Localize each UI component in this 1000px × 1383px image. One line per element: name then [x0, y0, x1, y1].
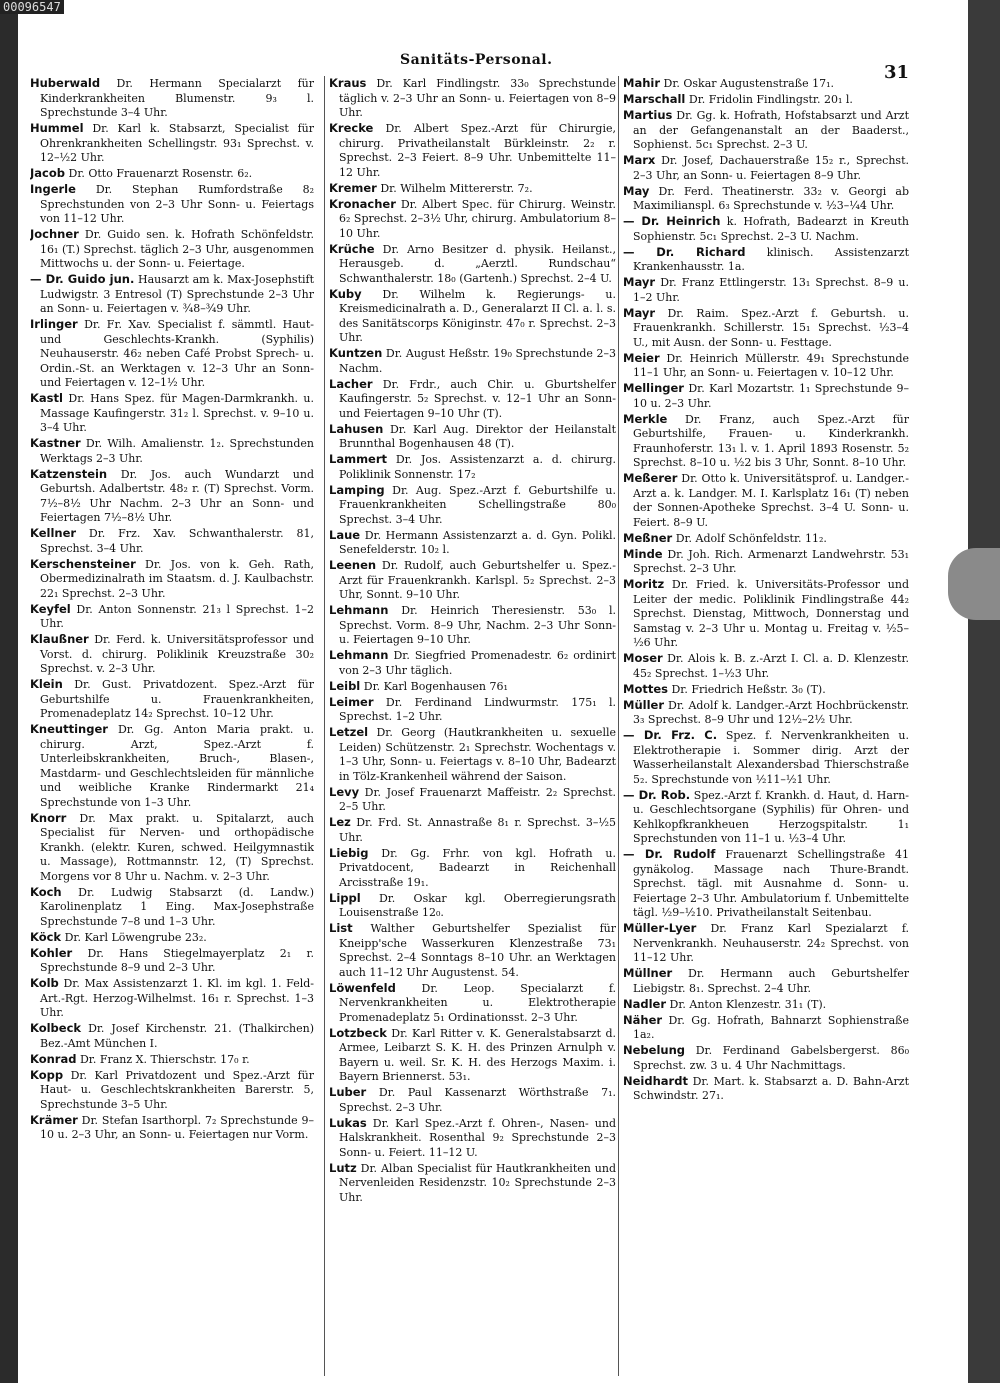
entry-text: Dr. Alois k. B. z.-Arzt I. Cl. a. D. Klenzestr. 45₂ Sprechst. 1–½3 Uhr. [633, 652, 909, 680]
entry-text: Dr. Paul Kassenarzt Wörthstraße 7₁. Sprechst. 2–3 Uhr. [339, 1086, 616, 1114]
directory-entry [30, 1068, 314, 1113]
entry-text: Dr. Jos. Assistenzarzt a. d. chirurg. Poliklinik Sonnenstr. 17₂ [339, 453, 616, 481]
directory-entry [329, 422, 616, 452]
directory-entry [30, 121, 314, 166]
directory-entry [329, 1085, 616, 1115]
entry-name: Marx [623, 153, 656, 167]
directory-entry [623, 306, 909, 351]
entry-text: Dr. Georg (Hautkrankheiten u. sexuelle Leiden) Schützenstr. 2₁ Sprechstr. Wochentags v. 1–3 Uhr, Sonn- u. Feiertags v. 8–10 Uhr, Badearzt in Tölz-Krankenheil während der Saison. [339, 726, 616, 783]
entry-text: Dr. Gust. Privatdozent. Spez.-Arzt für Geburtshilfe u. Frauenkrankheiten, Promenadeplatz 14₂ Sprechst. 10–12 Uhr. [40, 678, 314, 720]
entry-text: Dr. Gg. k. Hofrath, Hofstabsarzt und Arzt an der Gefangenanstalt an der Baaderst., Sophienst. 5c₁ Sprechst. 2–3 U. [633, 109, 909, 151]
entry-text: Dr. Heinrich Theresienstr. 53₀ l. Sprechst. Vorm. 8–9 Uhr, Nachm. 2–3 Uhr Sonn- u. Feiertagen 9–10 Uhr. [339, 604, 616, 646]
directory-entry [623, 275, 909, 305]
entry-text: Dr. Siegfried Promenadestr. 6₂ ordinirt von 2–3 Uhr täglich. [339, 649, 616, 677]
directory-entry [623, 76, 909, 92]
directory-entry [329, 1116, 616, 1161]
entry-text: Dr. Frz. Xav. Schwanthalerstr. 81, Sprechst. 3–4 Uhr. [40, 527, 314, 555]
directory-entry [329, 242, 616, 287]
directory-entry [623, 214, 909, 244]
entry-text: Dr. Hermann auch Geburtshelfer Liebigstr. 8₁. Sprechst. 2–4 Uhr. [633, 967, 909, 995]
directory-entry [623, 92, 909, 108]
entry-name: Leimer [329, 694, 374, 709]
directory-entry [329, 346, 616, 376]
entry-text: Walther Geburtshelfer Spezialist für Kneipp'sche Wasserkuren Klenzestraße 73₁ Sprechst. 2–4 Sonntags 8–10 Uhr. an Werktagen auch 11–12 Uhr Augustenst. 54. [339, 922, 616, 979]
entry-name: — Dr. Richard [623, 244, 746, 259]
directory-entry [623, 651, 909, 681]
entry-text: Dr. Hans Spez. für Magen-Darmkrankh. u. Massage Kaufingerstr. 31₂ l. Sprechst. v. 9–10 u. 3–4 Uhr. [40, 392, 314, 434]
entry-text: Dr. Leop. Specialarzt f. Nervenkrankheiten u. Elektrotherapie Promenadeplatz 5₁ Ordinationsst. 2–3 Uhr. [339, 981, 616, 1024]
entry-name: Lippl [329, 890, 361, 905]
entry-name: Kohler [30, 945, 73, 960]
entry-name: — Dr. Frz. C. [623, 728, 718, 742]
entry-name: Krämer [30, 1112, 78, 1127]
entry-name: — Dr. Rob. [623, 787, 691, 802]
entry-name: Kneuttinger [30, 722, 108, 736]
entry-text: Dr. Franz Ettlingerstr. 13₁ Sprechst. 8–9 u. 1–2 Uhr. [633, 276, 909, 304]
entry-text: Dr. Wilh. Amalienstr. 1₂. Sprechstunden Werktags 2–3 Uhr. [40, 437, 314, 465]
entry-name: Lacher [329, 376, 373, 391]
directory-entry [329, 1026, 616, 1085]
entry-name: Kuby [329, 286, 362, 301]
directory-entry [30, 526, 314, 556]
entry-name: Müller [623, 697, 664, 712]
entry-text: Dr. Ludwig Stabsarzt (d. Landw.) Karolinenplatz 1 Eing. Max-Josephstraße Sprechstunde 7–8 und 1–3 Uhr. [40, 885, 314, 928]
entry-name: Löwenfeld [329, 980, 396, 995]
entry-text: Dr. Gg. Hofrath, Bahnarzt Sophienstraße 1a₂. [633, 1013, 909, 1041]
entry-text: Dr. Anton Klenzestr. 31₁ (T). [669, 997, 827, 1011]
entry-text: Dr. Fridolin Findlingstr. 20₁ l. [688, 93, 853, 106]
entry-text: Dr. Adolf k. Landger.-Arzt Hochbrückenstr. 3₃ Sprechst. 8–9 Uhr und 12½–2½ Uhr. [633, 698, 909, 726]
entry-name: Mahir [623, 76, 661, 90]
entry-text: Dr. Josef Frauenarzt Maffeistr. 2₂ Sprechst. 2–5 Uhr. [339, 785, 616, 813]
entry-text: Dr. Karl Privatdozent und Spez.-Arzt für Haut- u. Geschlechtskrankheiten Barerstr. 5, Sprechstunde 3–5 Uhr. [40, 1068, 314, 1111]
entry-name: Lammert [329, 452, 388, 466]
entry-name: Klein [30, 677, 63, 691]
directory-entry [30, 391, 314, 436]
entry-name: Koch [30, 884, 62, 899]
directory-entry [30, 467, 314, 526]
directory-entry [30, 436, 314, 466]
directory-entry [30, 1021, 314, 1051]
entry-name: Irlinger [30, 317, 78, 331]
entry-name: Lehmann [329, 603, 389, 617]
entry-text: Dr. Jos. auch Wundarzt und Geburtsh. Adalbertstr. 48₂ r. (T) Sprechst. Vorm. 7½–8½ Uhr Nachm. 2–3 Uhr an Sonn- und Feiertagen 7½–8½ Uhr. [40, 467, 314, 524]
entry-text: Dr. Max prakt. u. Spitalarzt, auch Specialist für Nerven- und orthopädische Krankh. (elektr. Kuren, schwed. Heilgymnastik u. Massage), Rottmannstr. 12, (T) Sprechst. Morgens vor 8 Uhr u. Nachm. v. 2–3 Uhr. [40, 811, 314, 883]
entry-text: Dr. Aug. Spez.-Arzt f. Geburtshilfe u. Frauenkrankheiten Schellingstraße 80₀ Sprechst. 3–4 Uhr. [339, 483, 616, 526]
entry-name: Kastner [30, 436, 81, 450]
entry-text: Dr. Wilhelm k. Regierungs- u. Kreismedicinalrath a. D., Generalarzt II Cl. a. l. s. des Sanitätscorps Königinstr. 47₀ r. Sprechst. 2–3 Uhr. [339, 287, 616, 344]
directory-entry [329, 921, 616, 980]
entry-text: Dr. Otto k. Universitätsprof. u. Landger.-Arzt a. k. Landger. M. I. Karlsplatz 16₁ (T) neben der Sonnen-Apotheke Sprechst. 3–4 U. Sonn- u. Feiert. 8–9 U. [633, 472, 909, 529]
directory-entry [30, 166, 314, 182]
entry-name: Minde [623, 546, 663, 561]
scan-id: 00096547 [0, 0, 64, 14]
entry-name: Kellner [30, 526, 77, 540]
directory-entry [623, 471, 909, 530]
scan-left-edge [0, 0, 18, 1383]
directory-entry [623, 1043, 909, 1073]
directory-entry [30, 227, 314, 272]
entry-text: Spez.-Arzt f. Krankh. d. Haut, d. Harn- u. Geschlechtsorgane (Syphilis) für Ohren- und Kehlkopfkrankheuen Herzogspitalstr. 1₁ Sprechstunden von 11–1 u. ½3–4 Uhr. [633, 788, 909, 845]
entry-name: Martius [623, 108, 673, 122]
entry-name: Kastl [30, 391, 63, 405]
entry-text: k. Hofrath, Badearzt in Kreuth Sophienstr. 5c₁ Sprechst. 2–3 U. Nachm. [633, 215, 909, 243]
directory-entry [623, 1013, 909, 1043]
entry-name: Merkle [623, 411, 668, 426]
entry-name: Meßner [623, 530, 673, 545]
entry-text: Dr. Guido sen. k. Hofrath Schönfeldstr. 16₁ (T.) Sprechst. täglich 2–3 Uhr, ausgenommen Mittwochs u. der Sonn- u. Feiertage. [40, 228, 314, 270]
entry-name: Huberwald [30, 76, 101, 90]
directory-entry [329, 725, 616, 784]
directory-entry [623, 682, 909, 698]
entry-name: Meßerer [623, 471, 678, 485]
directory-entry [623, 381, 909, 411]
entry-name: Mellinger [623, 381, 684, 395]
entry-name: Jochner [30, 227, 79, 241]
entry-name: Luber [329, 1085, 367, 1099]
directory-entry [30, 677, 314, 722]
directory-entry [30, 602, 314, 632]
directory-entry [329, 1161, 616, 1206]
directory-entry [30, 317, 314, 391]
directory-entry [329, 181, 616, 197]
entry-name: Kremer [329, 180, 377, 195]
directory-entry [623, 184, 909, 214]
entry-name: Müller-Lyer [623, 921, 697, 935]
entry-name: Leenen [329, 558, 377, 572]
entry-text: Dr. Franz Karl Spezialarzt f. Nervenkrankh. Neuhauserstr. 24₂ Sprechst. von 11–12 Uhr. [633, 922, 909, 964]
directory-entry [329, 528, 616, 558]
entry-name: — Dr. Heinrich [623, 214, 721, 228]
entry-name: May [623, 183, 650, 198]
directory-entry [329, 197, 616, 242]
entry-text: Dr. Karl Findlingstr. 33₀ Sprechstunde täglich v. 2–3 Uhr an Sonn- u. Feiertagen von 8–9 Uhr. [339, 77, 616, 119]
entry-name: — Dr. Guido jun. [30, 272, 135, 286]
directory-entry [30, 946, 314, 976]
entry-text: Dr. Karl Aug. Direktor der Heilanstalt Brunnthal Bogenhausen 48 (T). [339, 422, 616, 450]
directory-entry [30, 930, 314, 946]
entry-name: Jacob [30, 166, 65, 180]
directory-entry [329, 695, 616, 725]
column-3 [618, 76, 909, 1376]
entry-text: Dr. Ferdinand Lindwurmstr. 175₁ l. Sprechst. 1–2 Uhr. [339, 695, 616, 723]
directory-entry [329, 558, 616, 603]
entry-name: Köck [30, 929, 62, 944]
entry-name: Moser [623, 651, 663, 665]
entry-text: Dr. Josef Kirchenstr. 21. (Thalkirchen) Bez.-Amt München I. [40, 1022, 314, 1050]
entry-text: Dr. Hans Stiegelmayerplatz 2₁ r. Sprechstunde 8–9 und 2–3 Uhr. [40, 946, 314, 974]
entry-name: Kraus [329, 76, 367, 90]
directory-entry [623, 847, 909, 921]
directory-entry [329, 452, 616, 482]
directory-entry [329, 981, 616, 1026]
entry-text: Dr. Fr. Xav. Specialist f. sämmtl. Haut- und Geschlechts-Krankh. (Syphilis) Neuhauserstr. 46₂ neben Café Probst Sprech- u. Ordin.-St. an Werktagen v. 12–3 Uhr an Sonn- und Feiertagen v. 12–1½ Uhr. [40, 318, 314, 389]
page-number: 31 [884, 62, 910, 83]
entry-text: Dr. Franz X. Thierschstr. 17₀ r. [79, 1052, 250, 1066]
directory-entry [623, 412, 909, 471]
scan-right-edge [968, 0, 1000, 1383]
entry-name: Lamping [329, 482, 385, 497]
entry-text: Dr. Franz, auch Spez.-Arzt für Geburtshilfe, Frauen- u. Kinderkrankh. Fraunhoferstr. 13₁ l. v. 1. April 1893 Rosenstr. 5₂ Sprechst. 8–10 u. ½2 bis 3 Uhr, Sonnt. 8–10 Uhr. [633, 412, 909, 469]
entry-text: Dr. Gg. Frhr. von kgl. Hofrath u. Privatdocent, Badearzt in Reichenhall Arcisstraße 19₁. [339, 846, 616, 889]
entry-text: Dr. Oskar Augustenstraße 17₁. [663, 77, 834, 90]
directory-entry [30, 272, 314, 317]
entry-text: Dr. Josef, Dachauerstraße 15₂ r., Sprechst. 2–3 Uhr, an Sonn- u. Feiertagen 8–9 Uhr. [633, 154, 909, 182]
entry-text: Dr. Arno Besitzer d. physik. Heilanst., Herausgeb. d. „Aerztl. Rundschau“ Schwanthalerstr. 18₀ (Gartenh.) Sprechst. 2–4 U. [339, 242, 616, 285]
entry-name: Näher [623, 1012, 663, 1027]
directory-entry [329, 483, 616, 528]
entry-name: Kuntzen [329, 346, 383, 360]
entry-name: Klaußner [30, 632, 89, 646]
directory-entry [623, 531, 909, 547]
directory-entry [623, 108, 909, 153]
entry-text: Dr. Anton Sonnenstr. 21₃ l Sprechst. 1–2 Uhr. [40, 602, 314, 630]
directory-entry [329, 287, 616, 346]
directory-entry [30, 557, 314, 602]
directory-entry [329, 679, 616, 695]
entry-name: Kerschensteiner [30, 556, 136, 571]
directory-entry [623, 788, 909, 847]
entry-text: Dr. Joh. Rich. Armenarzt Landwehrstr. 53₁ Sprechst. 2–3 Uhr. [633, 547, 909, 575]
entry-name: Knorr [30, 810, 67, 825]
entry-name: Letzel [329, 725, 369, 739]
directory-entry [623, 921, 909, 966]
entry-text: Dr. Frdr., auch Chir. u. Gburtshelfer Kaufingerstr. 5₂ Sprechst. v. 12–1 Uhr an Sonn- und Feiertagen 9–10 Uhr (T). [339, 377, 616, 420]
page-header: Sanitäts-Personal. [400, 52, 553, 68]
entry-text: Dr. Gg. Anton Maria prakt. u. chirurg. Arzt, Spez.-Arzt f. Unterleibskrankheiten, Bruch-, Blasen-, Mastdarm- und Geschlechtsleiden für männliche und weibliche Kranke Rindermarkt 21₄ Sprechstunde von 1–3 Uhr. [40, 723, 314, 809]
entry-text: Dr. Heinrich Müllerstr. 49₁ Sprechstunde 11–1 Uhr, an Sonn- u. Feiertagen v. 10–12 Uhr. [633, 351, 909, 379]
entry-text: Dr. Ferd. k. Universitätsprofessor und Vorst. d. chirurg. Poliklinik Kreuzstraße 30₂ Sprechst. v. 2–3 Uhr. [40, 633, 314, 675]
entry-name: Katzenstein [30, 466, 108, 481]
entry-name: Kopp [30, 1067, 64, 1082]
entry-text: Dr. Mart. k. Stabsarzt a. D. Bahn-Arzt Schwindstr. 27₁. [633, 1074, 909, 1102]
directory-entry [623, 547, 909, 577]
entry-text: Dr. Raim. Spez.-Arzt f. Geburtsh. u. Frauenkrankh. Schillerstr. 15₁ Sprechst. ½3–4 U., mit Ausn. der Sonn- u. Festtage. [633, 306, 909, 349]
entry-text: Dr. Ferd. Theatinerstr. 33₂ v. Georgi ab Maximilianspl. 6₃ Sprechstunde v. ½3–¼4 Uhr. [633, 184, 909, 212]
column-1 [30, 76, 314, 1376]
entry-text: Dr. Frd. St. Annastraße 8₁ r. Sprechst. 3–½5 Uhr. [339, 816, 616, 844]
directory-entry [623, 577, 909, 651]
directory-entry [329, 76, 616, 121]
entry-text: Dr. Friedrich Heßstr. 3₀ (T). [671, 682, 826, 696]
entry-text: Dr. Wilhelm Mittererstr. 7₂. [380, 181, 533, 195]
directory-entry [623, 351, 909, 381]
entry-name: Lotzbeck [329, 1025, 387, 1040]
entry-name: Kronacher [329, 196, 396, 211]
entry-name: Lez [329, 815, 351, 829]
directory-entry [329, 785, 616, 815]
entry-text: Dr. Karl Spez.-Arzt f. Ohren-, Nasen- und Halskrankheit. Rosenthal 9₂ Sprechstunde 2–3 Sonn- u. Feiert. 11–12 U. [339, 1116, 616, 1159]
entry-text: klinisch. Assistenzarzt Krankenhausstr. 1a. [633, 245, 909, 273]
directory-entry [329, 121, 616, 180]
entry-name: Neidhardt [623, 1073, 688, 1088]
directory-entry [329, 846, 616, 891]
directory-entry [623, 1074, 909, 1104]
directory-entry [329, 648, 616, 678]
entry-name: Leibl [329, 678, 361, 693]
directory-entry [30, 1113, 314, 1143]
entry-text: Dr. Karl Mozartstr. 1₁ Sprechstunde 9–10 u. 2–3 Uhr. [633, 382, 909, 410]
directory-entry [623, 245, 909, 275]
entry-name: List [329, 921, 353, 935]
entry-name: Lehmann [329, 648, 389, 662]
entry-name: Nadler [623, 996, 667, 1011]
directory-entry [30, 885, 314, 930]
entry-text: Dr. Max Assistenzarzt 1. Kl. im kgl. 1. Feld-Art.-Rgt. Herzog-Wilhelmst. 16₁ r. Sprechst. 1–3 Uhr. [40, 977, 314, 1019]
entry-name: Krüche [329, 241, 375, 256]
directory-entry [623, 997, 909, 1013]
entry-name: Mottes [623, 681, 668, 696]
entry-name: Levy [329, 784, 360, 799]
page-tab-cutout [948, 548, 1000, 620]
entry-text: Dr. Oskar kgl. Oberregierungsrath Louisenstraße 12₀. [339, 891, 616, 919]
entry-text: Dr. Karl k. Stabsarzt, Specialist für Ohrenkrankheiten Schellingstr. 93₁ Sprechst. v. 12–½2 Uhr. [40, 122, 314, 164]
entry-name: Lukas [329, 1115, 367, 1130]
column-2 [324, 76, 616, 1376]
entry-text: Dr. Otto Frauenarzt Rosenstr. 6₂. [68, 167, 253, 180]
directory-entry [329, 815, 616, 845]
entry-name: Marschall [623, 92, 686, 106]
entry-text: Hausarzt am k. Max-Josephstift Ludwigstr. 3 Entresol (T) Sprechstunde 2–3 Uhr an Sonn- u. Feiertagen v. ¾8–¾9 Uhr. [40, 273, 314, 315]
entry-text: Dr. Karl Ritter v. K. Generalstabsarzt d. Armee, Leibarzt S. K. H. des Prinzen Arnulph v. Bayern u. weil. Sr. K. H. des Herzogs Maxim. i. Bayern Briennerst. 53₁. [339, 1026, 616, 1083]
directory-entry [329, 891, 616, 921]
directory-entry [30, 76, 314, 121]
entry-text: Dr. Ferdinand Gabelsbergerst. 86₀ Sprechst. zw. 3 u. 4 Uhr Nachmittags. [633, 1044, 909, 1072]
entry-name: Mayr [623, 305, 656, 320]
directory-entry [30, 722, 314, 810]
entry-text: Dr. Stefan Isarthorpl. 7₂ Sprechstunde 9–10 u. 2–3 Uhr, an Sonn- u. Feiertagen nur Vorm. [40, 1113, 314, 1141]
entry-name: Moritz [623, 577, 665, 591]
entry-name: Lahusen [329, 421, 384, 436]
entry-name: Nebelung [623, 1043, 686, 1057]
entry-text: Dr. Karl Löwengrube 23₂. [64, 930, 207, 944]
entry-text: Dr. Albert Spez.-Arzt für Chirurgie, chirurg. Privatheilanstalt Bürkleinstr. 2₂ r. Sprechst. 2–3 Feiert. 8–9 Uhr. Unbemittelte 11–12 Uhr. [339, 122, 616, 179]
entry-text: Dr. Alban Specialist für Hautkrankheiten und Nervenleiden Residenzstr. 10₂ Sprechstunde 2–3 Uhr. [339, 1161, 616, 1204]
entry-text: Dr. Albert Spec. für Chirurg. Weinstr. 6₂ Sprechst. 2–3½ Uhr, chirurg. Ambulatorium 8–10 Uhr. [339, 197, 616, 240]
entry-name: Meier [623, 350, 660, 365]
entry-name: Liebig [329, 845, 369, 860]
entry-text: Dr. Rudolf, auch Geburtshelfer u. Spez.-Arzt für Frauenkrankh. Karlspl. 5₂ Sprechst. 2–3 Uhr, Sonnt. 9–10 Uhr. [339, 559, 616, 601]
directory-entry [623, 698, 909, 728]
entry-name: Kolb [30, 976, 59, 990]
directory-entry [30, 632, 314, 677]
entry-text: Dr. Fried. k. Universitäts-Professor und Leiter der medic. Poliklinik Findlingstraße 44₂ Sprechst. Dienstag, Mittwoch, Donnerstag und Samstag v. 2–3 Uhr u. Montag u. Freitag v. ½5–½6 Uhr. [633, 578, 909, 649]
entry-name: Keyfel [30, 601, 71, 616]
entry-name: Krecke [329, 121, 374, 135]
directory-entry [623, 966, 909, 996]
entry-name: Mayr [623, 275, 656, 289]
entry-text: Dr. Karl Bogenhausen 76₁ [363, 679, 508, 693]
entry-text: Dr. Hermann Specialarzt für Kinderkrankheiten Blumenstr. 9₃ l. Sprechstunde 3–4 Uhr. [40, 77, 314, 119]
directory-entry [623, 728, 909, 787]
entry-text: Dr. Stephan Rumfordstraße 8₂ Sprechstunden von 2–3 Uhr Sonn- u. Feiertags von 11–12 Uhr. [40, 183, 314, 225]
directory-entry [329, 603, 616, 648]
entry-text: Dr. Adolf Schönfeldstr. 11₂. [675, 531, 827, 545]
directory-entry [30, 976, 314, 1021]
entry-name: Ingerle [30, 182, 76, 196]
entry-text: Spez. f. Nervenkrankheiten u. Elektrotherapie i. Sommer dirig. Arzt der Wasserheilanstalt Alexandersbad Thierschstraße 5₂. Sprechstunde von ½11–½1 Uhr. [633, 729, 909, 786]
entry-text: Frauenarzt Schellingstraße 41 gynäkolog. Massage nach Thure-Brandt. Sprechst. tägl. mit Ausnahme d. Sonn- u. Feiertage 2–3 Uhr. Ambulatorium f. Unbemittelte tägl. ½9–½10. Privatheilanstalt Seitenbau. [633, 848, 909, 919]
directory-entry [623, 153, 909, 183]
entry-name: — Dr. Rudolf [623, 847, 716, 861]
entry-name: Müllner [623, 966, 673, 980]
directory-entry [30, 811, 314, 885]
entry-text: Dr. Jos. von k. Geh. Rath, Obermedizinalrath im Staatsm. d. J. Kaulbachstr. 22₁ Sprechst. 2–3 Uhr. [40, 557, 314, 600]
entry-name: Kolbeck [30, 1021, 82, 1035]
entry-name: Konrad [30, 1051, 77, 1066]
entry-text: Dr. August Heßstr. 19₀ Sprechstunde 2–3 Nachm. [339, 347, 616, 375]
directory-entry [329, 377, 616, 422]
entry-name: Laue [329, 527, 361, 542]
entry-text: Dr. Hermann Assistenzarzt a. d. Gyn. Polikl. Senefelderstr. 10₂ l. [339, 528, 616, 556]
directory-entry [30, 1052, 314, 1068]
directory-entry [30, 182, 314, 227]
entry-name: Hummel [30, 121, 84, 135]
entry-name: Lutz [329, 1160, 357, 1175]
